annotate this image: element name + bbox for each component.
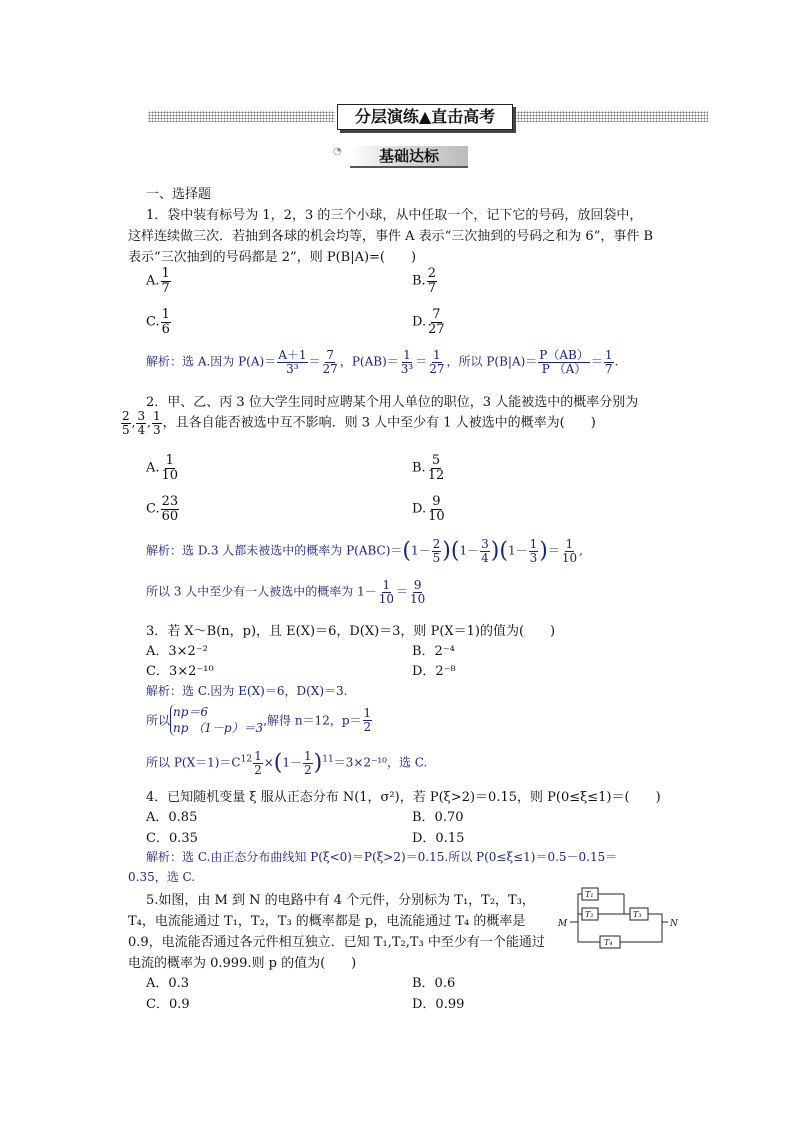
circuit-diagram xyxy=(556,884,680,954)
q1-line2: 这样连续做三次．若抽到各球的机会均等，事件 A 表示“三次抽到的号码之和为 6”，事件 B xyxy=(128,229,654,244)
q2-line2: $\frac{2}{5}$ , $\frac{3}{4}$ , $\frac{1}{3}$ ，且各自能否被选中互不影响．则 3 人中至少有 1 人被选中的概率为( ) xyxy=(122,409,596,437)
q5-option-d[interactable]: D．0.99 xyxy=(412,997,465,1012)
q3-option-a[interactable]: A．3×2⁻² xyxy=(146,644,208,659)
q4-option-b[interactable]: B．0.70 xyxy=(412,810,464,825)
q1-solution: 解析：选 A.因为 P(A)＝ $\frac{A+1}{\text{3³}}$ ＝ $\frac{7}{27}$ ，P(AB)＝ $\frac{1}{\text{3³}}$ ＝ $\frac{1}{27}$ ，所以 P(B|A)＝ $\frac{P(AB)}{P (A)}$ ＝ $\frac{1}{7}$ . xyxy=(146,348,619,376)
q1-option-d[interactable]: D. $\frac{7}{27}$ xyxy=(412,307,445,337)
q5-line4: 电流的概率为 0.999.则 p 的值为( ) xyxy=(128,956,357,971)
q3-line1: 3．若 X～B(n，p)，且 E(X)＝6，D(X)＝3，则 P(X＝1)的值为( ) xyxy=(146,624,556,639)
q3-option-d[interactable]: D．2⁻⁸ xyxy=(412,664,456,679)
label-m: M xyxy=(558,919,568,929)
section-header-title: 分层演练▲直击高考 xyxy=(337,104,513,130)
q5-option-b[interactable]: B．0.6 xyxy=(412,976,456,991)
label-t4: T₄ xyxy=(604,938,613,947)
q4-option-c[interactable]: C．0.35 xyxy=(146,831,198,846)
q2-option-d[interactable]: D. $\frac{9}{10}$ xyxy=(412,494,445,524)
label-n: N xyxy=(670,919,678,929)
header-dots-left xyxy=(148,111,335,122)
q5-line3: 0.9，电流能否通过各元件相互独立．已知 T₁,T₂,T₃ 中至少有一个能通过 xyxy=(128,935,545,950)
q1-option-b[interactable]: B. $\frac{2}{7}$ xyxy=(412,266,436,296)
q2-option-a[interactable]: A. $\frac{1}{10}$ xyxy=(146,453,179,483)
q3-solution-line3: 所以 $P(X=1)=C^{12}$ $\frac{1}{2}$ ×(1－ $\frac{1}{2}$ )$^{11}$＝3×2⁻¹⁰，选 C. xyxy=(146,749,428,777)
label-t3: T₃ xyxy=(633,910,642,919)
q1-option-c[interactable]: C. $\frac{1}{6}$ xyxy=(146,307,170,337)
q2-line1: 2．甲、乙、丙 3 位大学生同时应聘某个用人单位的职位，3 人能被选中的概率分别为 xyxy=(146,395,639,410)
label-t1: T₁ xyxy=(585,890,594,899)
subtitle-decoration-icon: ◔ xyxy=(333,146,342,157)
header-dots-right xyxy=(514,111,708,122)
label-t2: T₂ xyxy=(585,910,594,919)
q1-option-a[interactable]: A. $\frac{1}{7}$ xyxy=(146,266,170,296)
q2-option-b[interactable]: B. $\frac{5}{12}$ xyxy=(412,453,445,483)
q2-solution-line2: 所以 3 人中至少有一人被选中的概率为 1－ $\frac{1}{10}$ ＝ $\frac{9}{10}$ xyxy=(146,578,426,606)
q3-solution-line1: 解析：选 C.因为 E(X)＝6，D(X)＝3. xyxy=(146,684,348,698)
q4-solution-line2: 0.35，选 C. xyxy=(128,870,196,884)
q4-option-a[interactable]: A．0.85 xyxy=(146,810,198,825)
q5-option-c[interactable]: C．0.9 xyxy=(146,997,190,1012)
q5-line1: 5.如图，由 M 到 N 的电路中有 4 个元件，分别标为 T₁，T₂，T₃， xyxy=(146,893,535,908)
q3-option-c[interactable]: C．3×2⁻¹⁰ xyxy=(146,664,214,679)
q4-line1: 4．已知随机变量 ξ 服从正态分布 N(1，σ²)，若 P(ξ>2)＝0.15，则 P(0≤ξ≤1)＝( ) xyxy=(146,790,661,805)
q5-option-a[interactable]: A．0.3 xyxy=(146,976,190,991)
section-subtitle: 基础达标 xyxy=(350,146,468,168)
q2-solution-line1: 解析：选 D.3 人都未被选中的概率为 P(ABC)＝(1－ $\frac{2}{5}$ )(1－ $\frac{3}{4}$ )(1－ $\frac{1}{3}$ )＝ $\frac{1}{10}$ , xyxy=(146,537,583,565)
q4-solution-line1: 解析：选 C.由正态分布曲线知 P(ξ<0)＝P(ξ>2)＝0.15.所以 P(0≤ξ≤1)＝0.5－0.15＝ xyxy=(146,850,618,864)
q1-line3: 表示“三次抽到的号码都是 2”，则 P(B|A)=( ) xyxy=(128,250,417,265)
q3-option-b[interactable]: B．2⁻⁴ xyxy=(412,644,455,659)
q4-option-d[interactable]: D．0.15 xyxy=(412,831,465,846)
section-label: 一、选择题 xyxy=(146,187,212,202)
q2-option-c[interactable]: C. $\frac{23}{60}$ xyxy=(146,494,179,524)
q3-solution-system: 所以 np＝6 np （1－p）＝3 ,解得 n＝12，p＝ $\frac{1}{2}$ xyxy=(146,705,372,735)
q5-line2: T₄，电流能通过 T₁，T₂，T₃ 的概率都是 p，电流能通过 T₄ 的概率是 xyxy=(128,914,526,929)
q1-line1: 1．袋中装有标号为 1，2，3 的三个小球，从中任取一个，记下它的号码，放回袋中， xyxy=(146,208,643,223)
